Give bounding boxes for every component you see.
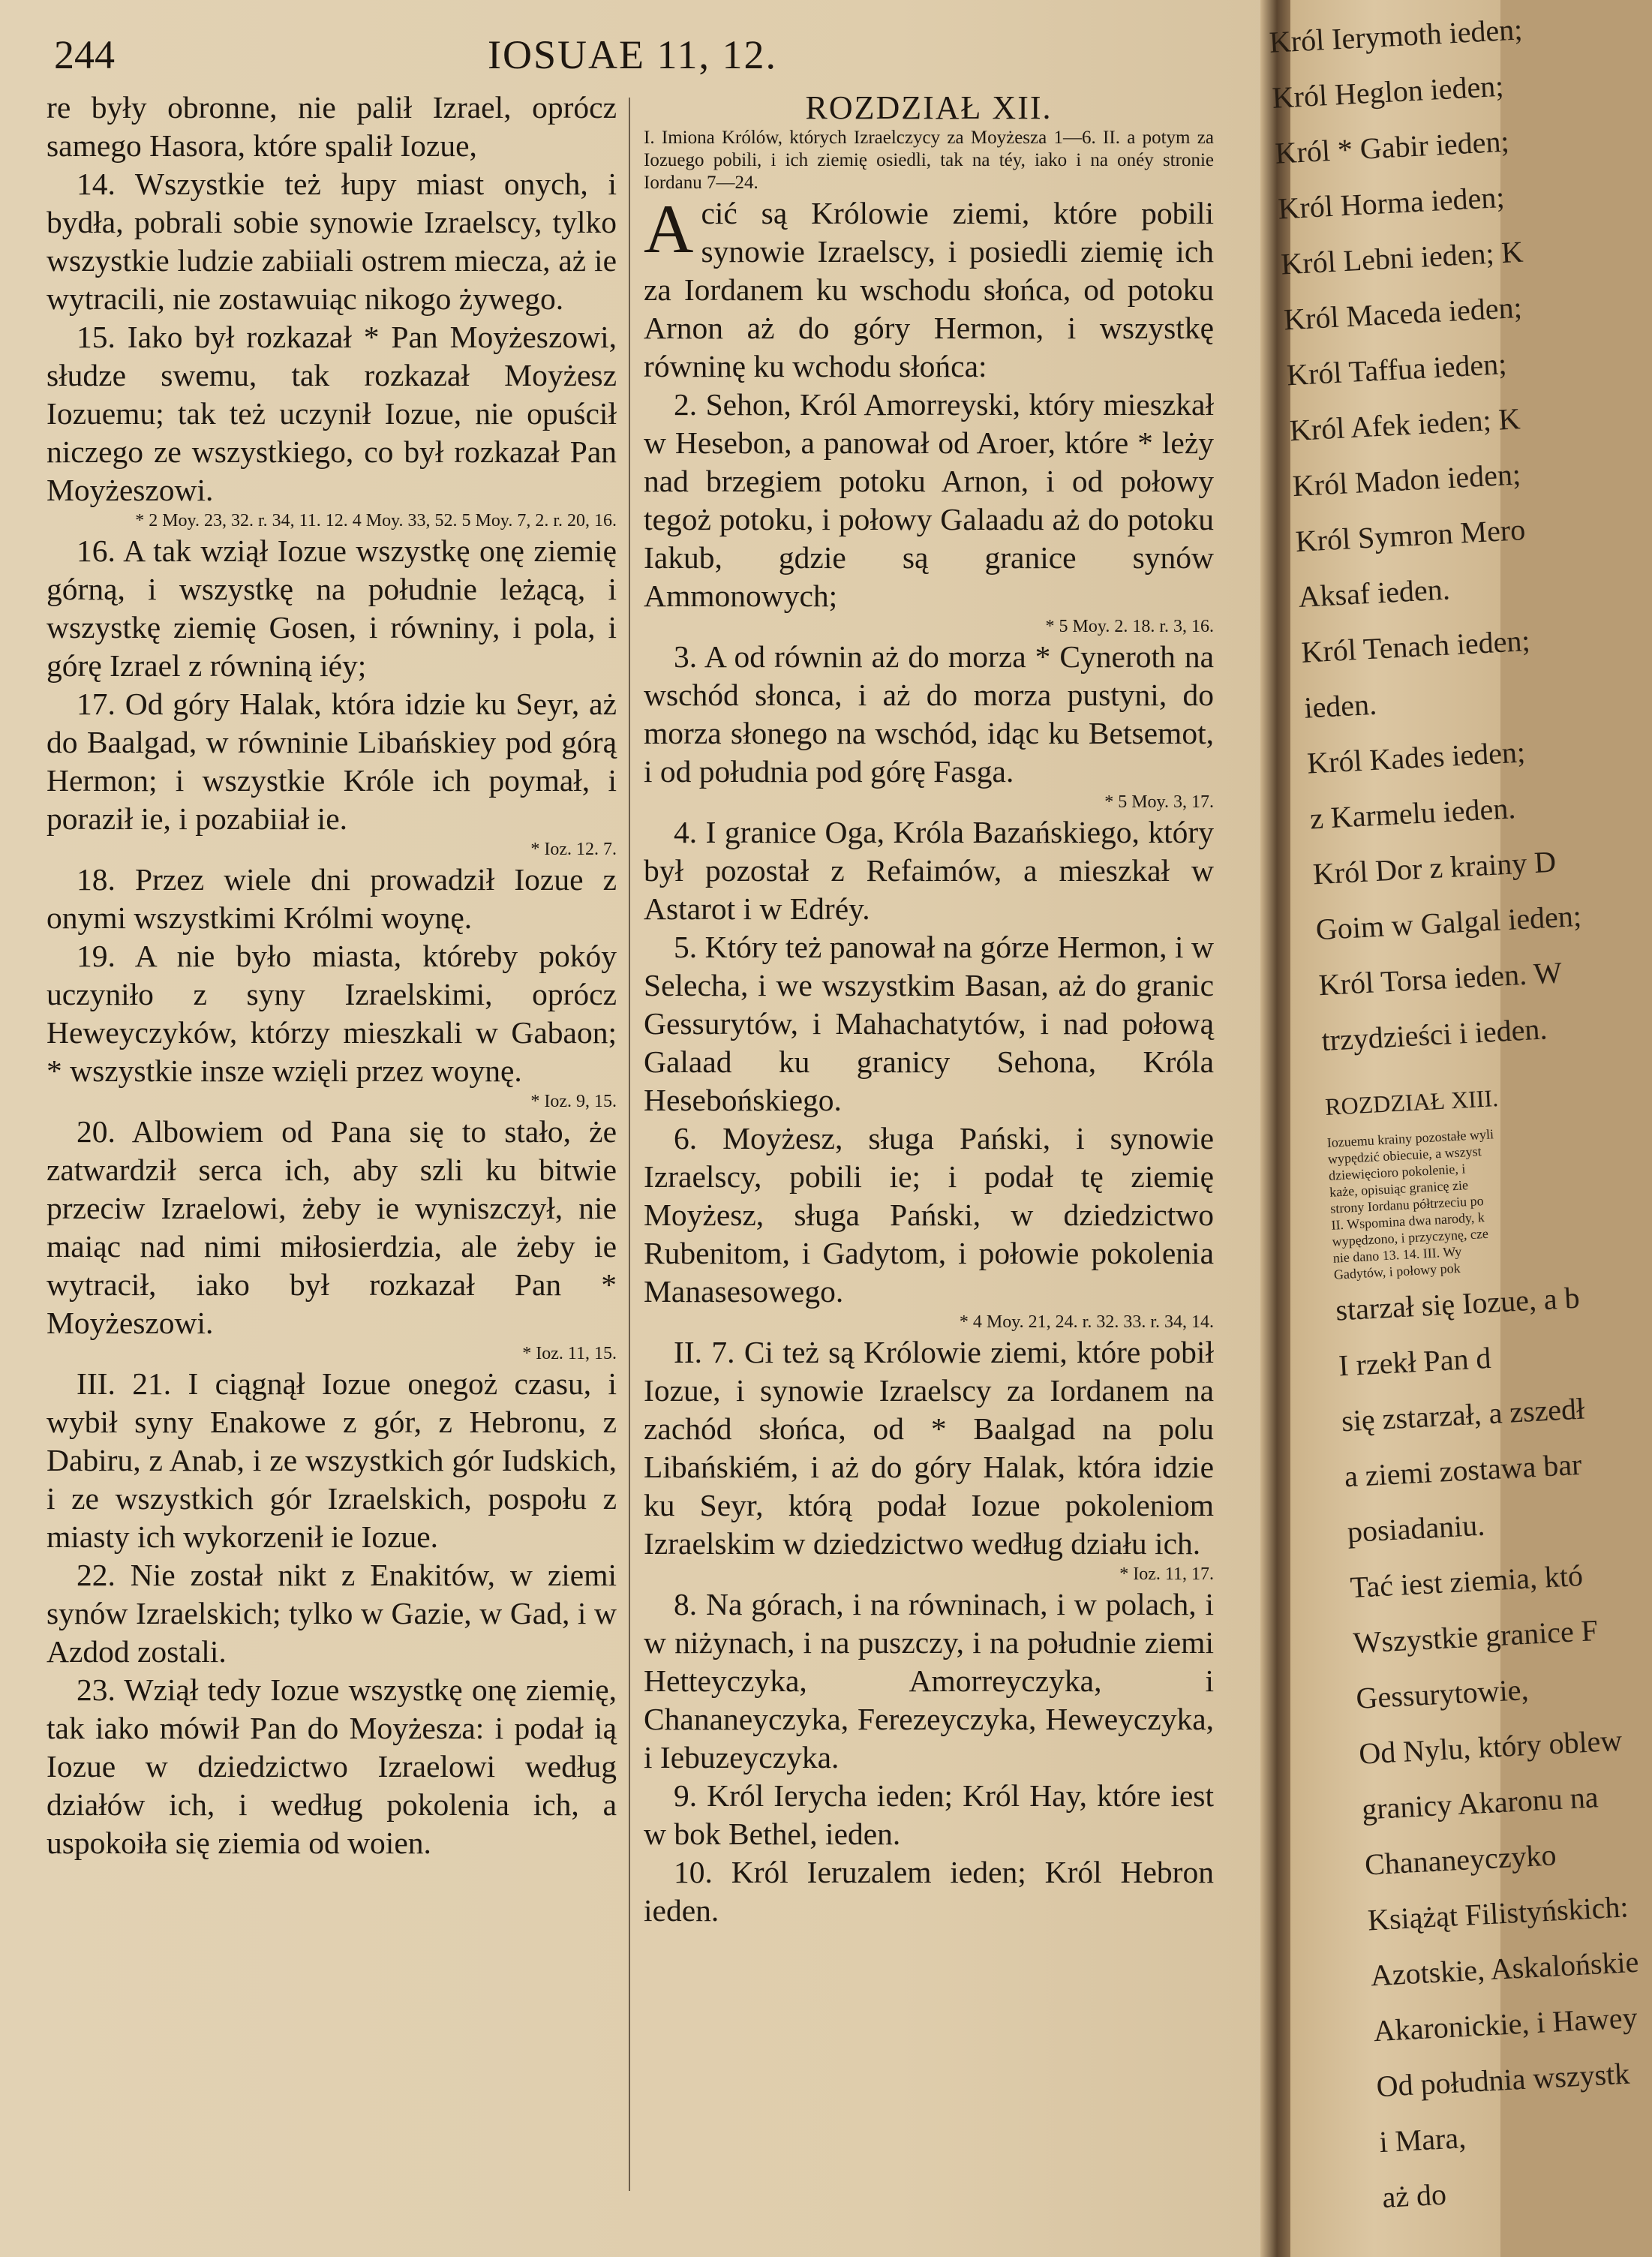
facing-line: Król Afek ieden; K <box>1288 401 1521 448</box>
facing-summary-line: Gadytów, i połowy pok <box>1333 1260 1461 1282</box>
facing-line: Król Maceda ieden; <box>1283 290 1523 337</box>
facing-summary-line: wypędzono, i przyczynę, cze <box>1332 1225 1489 1249</box>
facing-line: Król Madon ieden; <box>1291 457 1522 503</box>
facing-verse-line: posiadaniu. <box>1346 1507 1486 1549</box>
facing-line: Król Symron Mero <box>1294 512 1527 559</box>
right-text-column <box>644 89 1214 1930</box>
cross-reference: * 5 Moy. 3, 17. <box>1104 792 1214 812</box>
chapter-opening <box>644 191 1214 386</box>
verse: 4. I granice Oga, Króla Bazańskiego, który był pozostał z Refaimów, a mieszkał w Astarot i w Edréy. <box>644 815 1214 926</box>
verse: 2. Sehon, Król Amorreyski, który mieszkał w Hesebon, a panował od Aroer, które * leży nad brzegiem potoku Arnon, i od połowy tegoż potoku, i połowy Galaadu aż do potoku Iakub, gdzie są granice synów Ammonowych; <box>644 387 1214 613</box>
facing-line: Król Ierymoth ieden; <box>1268 12 1524 59</box>
verse: 22. Nie został nikt z Enakitów, w ziemi synów Izraelskich; tylko w Gazie, w Gad, i w Azdod zostali. <box>47 1558 617 1669</box>
column-divider <box>629 98 630 2191</box>
verse: re były obronne, nie palił Izrael, oprócz samego Hasora, które spalił Iozue, <box>47 90 617 163</box>
facing-line: Król Lebni ieden; K <box>1280 234 1524 281</box>
facing-line: ieden. <box>1303 687 1378 725</box>
facing-verse-line: Gessurytowie, <box>1355 1672 1530 1715</box>
facing-line: Król Kades ieden; <box>1306 735 1527 780</box>
facing-verse-line: starzał się Iozue, a b <box>1335 1280 1581 1327</box>
verse: II. 7. Ci też są Królowie ziemi, które pobił Iozue, i synowie Izraelscy za Iordanem na zachód słońca, od * Baalgad na polu Libańskiém, i aż do góry Halak, która idzie ku Seyr, którą podał Iozue pokoleniom Izraelskim w dziedzictwo według działu ich. <box>644 1335 1214 1561</box>
facing-summary-line: II. Wspomina dwa narody, k <box>1330 1210 1485 1233</box>
facing-summary-line: dziewięcioro pokolenie, i <box>1328 1161 1466 1183</box>
verse: 5. Który też panował na górze Hermon, i w Selecha, i we wszystkim Basan, aż do granic Gessurytów, i Mahachatytów, i nad połową Galaad ku granicy Sehona, Króla Hesebońskiego. <box>644 930 1214 1117</box>
drop-cap: A <box>644 191 694 267</box>
facing-line: Król Tenach ieden; <box>1300 623 1531 669</box>
facing-verse-line: się zstarzał, a zszedł <box>1341 1391 1586 1438</box>
cross-reference: * Ioz. 12. 7. <box>530 840 617 859</box>
facing-summary-line: strony Iordanu półtrzeciu po <box>1329 1193 1485 1216</box>
verse: 17. Od góry Halak, która idzie ku Seyr, aż do Baalgad, w równinie Libańskiey pod górą Hermon; i wszystkie Króle ich poymał, i poraził ie, i pozabiiał ie. <box>47 687 617 836</box>
facing-line: Król Taffua ieden; <box>1285 347 1508 392</box>
facing-verse-line: i Mara, <box>1378 2120 1467 2159</box>
facing-line: Król Horma ieden; <box>1277 179 1506 226</box>
facing-line: Król Heglon ieden; <box>1271 68 1505 115</box>
facing-verse-line: Od południa wszystk <box>1375 2056 1631 2104</box>
facing-line: Król Dor z krainy D <box>1311 844 1557 891</box>
facing-summary <box>1326 1122 1574 1282</box>
facing-line: trzydzieści i ieden. <box>1320 1011 1548 1058</box>
cross-reference: * 2 Moy. 23, 32. r. 34, 11. 12. 4 Moy. 33, 52. 5 Moy. 7, 2. r. 20, 16. <box>135 511 617 530</box>
cross-reference: * 4 Moy. 21, 24. r. 32. 33. r. 34, 14. <box>959 1312 1214 1332</box>
chapter-summary: I. Imiona Królów, których Izraelczycy za Moyżesza 1—6. II. a potym za Iozuego pobili, i ich ziemię osiedli, tak na téy, iako i na onéy stronie Iordanu 7—24. <box>644 128 1214 193</box>
verse: 8. Na górach, i na równinach, i w polach, i w niżynach, i na puszczy, i na południe ziemi Hetteyczyka, Amorreyczyka, i Chananeyczyka, Ferezeyczyka, Heweyczyka, i Iebuzeyczyka. <box>644 1587 1214 1775</box>
verse: 6. Moyżesz, sługa Pański, i synowie Izraelscy, pobili ie; i podał tę ziemię Moyżesz, sługa Pański, w dziedzictwo Rubenitom, i Gadytom, i połowie pokolenia Manasesowego. <box>644 1121 1214 1309</box>
facing-line: Goim w Galgal ieden; <box>1314 898 1582 947</box>
verse: 10. Król Ieruzalem ieden; Król Hebron ieden. <box>644 1855 1214 1928</box>
cross-reference: * Ioz. 9, 15. <box>530 1092 617 1111</box>
facing-verse-line: Chananeyczyko <box>1364 1838 1557 1882</box>
facing-line: Aksaf ieden. <box>1297 572 1451 614</box>
facing-summary-line: wypędzić obiecuie, a wszyst <box>1327 1144 1482 1167</box>
chapter-title: ROZDZIAŁ XII. <box>805 89 1053 126</box>
verse: 23. Wziął tedy Iozue wszystkę onę ziemię, tak iako mówił Pan do Moyżesza: i podał ią Iozue w dziedzictwo Izraelowi według działów ich, i według pokolenia ich, a uspokoiła się ziemia od woien. <box>47 1672 617 1860</box>
facing-chapter-title: ROZDZIAŁ XIII. <box>1324 1083 1499 1120</box>
facing-line: z Karmelu ieden. <box>1308 791 1517 836</box>
facing-verse-line: Wszystkie granice F <box>1352 1612 1599 1660</box>
verse: 19. A nie było miasta, któreby pokóy uczyniło z syny Izraelskimi, oprócz Heweyczyków, którzy mieszkali w Gabaon; * wszystkie insze wzięli przez woynę. <box>47 939 617 1088</box>
facing-verses <box>1335 1270 1640 2225</box>
facing-verse-line: Książąt Filistyńskich: <box>1366 1889 1629 1937</box>
facing-line: Król * Gabir ieden; <box>1274 124 1510 170</box>
verse: 20. Albowiem od Pana się to stało, że zatwardził serca ich, aby szli ku bitwie przeciw Izraelowi, żeby ie wyniszczył, nie maiąc nad nimi miłosierdzia, ale żeby ie wytracił, iako był rozkazał Pan * Moyżeszowi. <box>47 1114 617 1340</box>
opening-text: cić są Królowie ziemi, które pobili synowie Izraelscy, i posiedli ziemię ich za Iordanem ku wschodu słońca, od potoku Arnon aż do góry Hermon, i wszystkę równinę ku wchodu słońca: <box>644 196 1214 383</box>
page-header <box>45 32 1230 84</box>
verse: 9. Król Ierycha ieden; Król Hay, które iest w bok Bethel, ieden. <box>644 1778 1214 1851</box>
left-text-column <box>47 89 617 1862</box>
facing-summary-line: Iozuemu krainy pozostałe wyli <box>1326 1126 1494 1150</box>
facing-summary-line: każe, opisuiąc granicę zie <box>1329 1177 1469 1200</box>
verse: 18. Przez wiele dni prowadził Iozue z onymi wszystkimi Królmi woynę. <box>47 862 617 935</box>
verse: 15. Iako był rozkazał * Pan Moyżeszowi, słudze swemu, tak rozkazał Moyżesz Iozuemu; tak też uczynił Iozue, nie opuścił niczego ze wszystkiego, co był rozkazał Pan Moyżeszowi. <box>47 320 617 507</box>
right-verses <box>644 386 1214 1930</box>
facing-verse-line: aż do <box>1381 2177 1448 2214</box>
facing-verse-line: Akaronickie, i Hawey <box>1372 2000 1638 2048</box>
verse: 14. Wszystkie też łupy miast onych, i bydła, pobrali sobie synowie Izraelscy, tylko wszystkie ludzie zabiiali ostrem miecza, aż ie wytracili, nie zostawuiąc nikogo żywego. <box>47 167 617 316</box>
facing-verse-line: Tać iest ziemia, któ <box>1349 1558 1584 1605</box>
facing-verse-line: Od Nylu, który oblew <box>1358 1723 1623 1771</box>
page-number: 244 <box>54 32 115 77</box>
running-title: IOSUAE 11, 12. <box>488 32 777 77</box>
cross-reference: * Ioz. 11, 15. <box>522 1344 617 1363</box>
verse: III. 21. I ciągnął Iozue onegoż czasu, i wybił syny Enakowe z gór, z Hebronu, z Dabiru, z Anab, i ze wszystkich gór Iudskich, i ze wszystkich gór Izraelskich, pospołu z miasty ich wykorzenił ie Iozue. <box>47 1366 617 1554</box>
facing-verse-line: I rzekł Pan d <box>1338 1340 1492 1383</box>
facing-summary-line: nie dano 13. 14. III. Wy <box>1332 1243 1462 1266</box>
verse: 3. A od równin aż do morza * Cyneroth na wschód słonca, i aż do morza pustyni, do morza słonego na wschód, idąc ku Betsemot, i od południa pod górę Fasga. <box>644 639 1214 789</box>
facing-verse-line: granicy Akaronu na <box>1361 1780 1599 1826</box>
cross-reference: * Ioz. 11, 17. <box>1119 1564 1214 1584</box>
verse: 16. A tak wziął Iozue wszystkę onę ziemię górną, i wszystkę na południe leżącą, i wszystkę ziemię Gosen, i równiny, i pola, i górę Izrael z równiną iéy; <box>47 533 617 683</box>
cross-reference: * 5 Moy. 2. 18. r. 3, 16. <box>1045 617 1214 636</box>
facing-verse-line: Azotskie, Askalońskie <box>1369 1944 1640 1993</box>
facing-line: Król Torsa ieden. W <box>1317 955 1563 1002</box>
facing-verse-line: a ziemi zostawa bar <box>1343 1447 1583 1494</box>
